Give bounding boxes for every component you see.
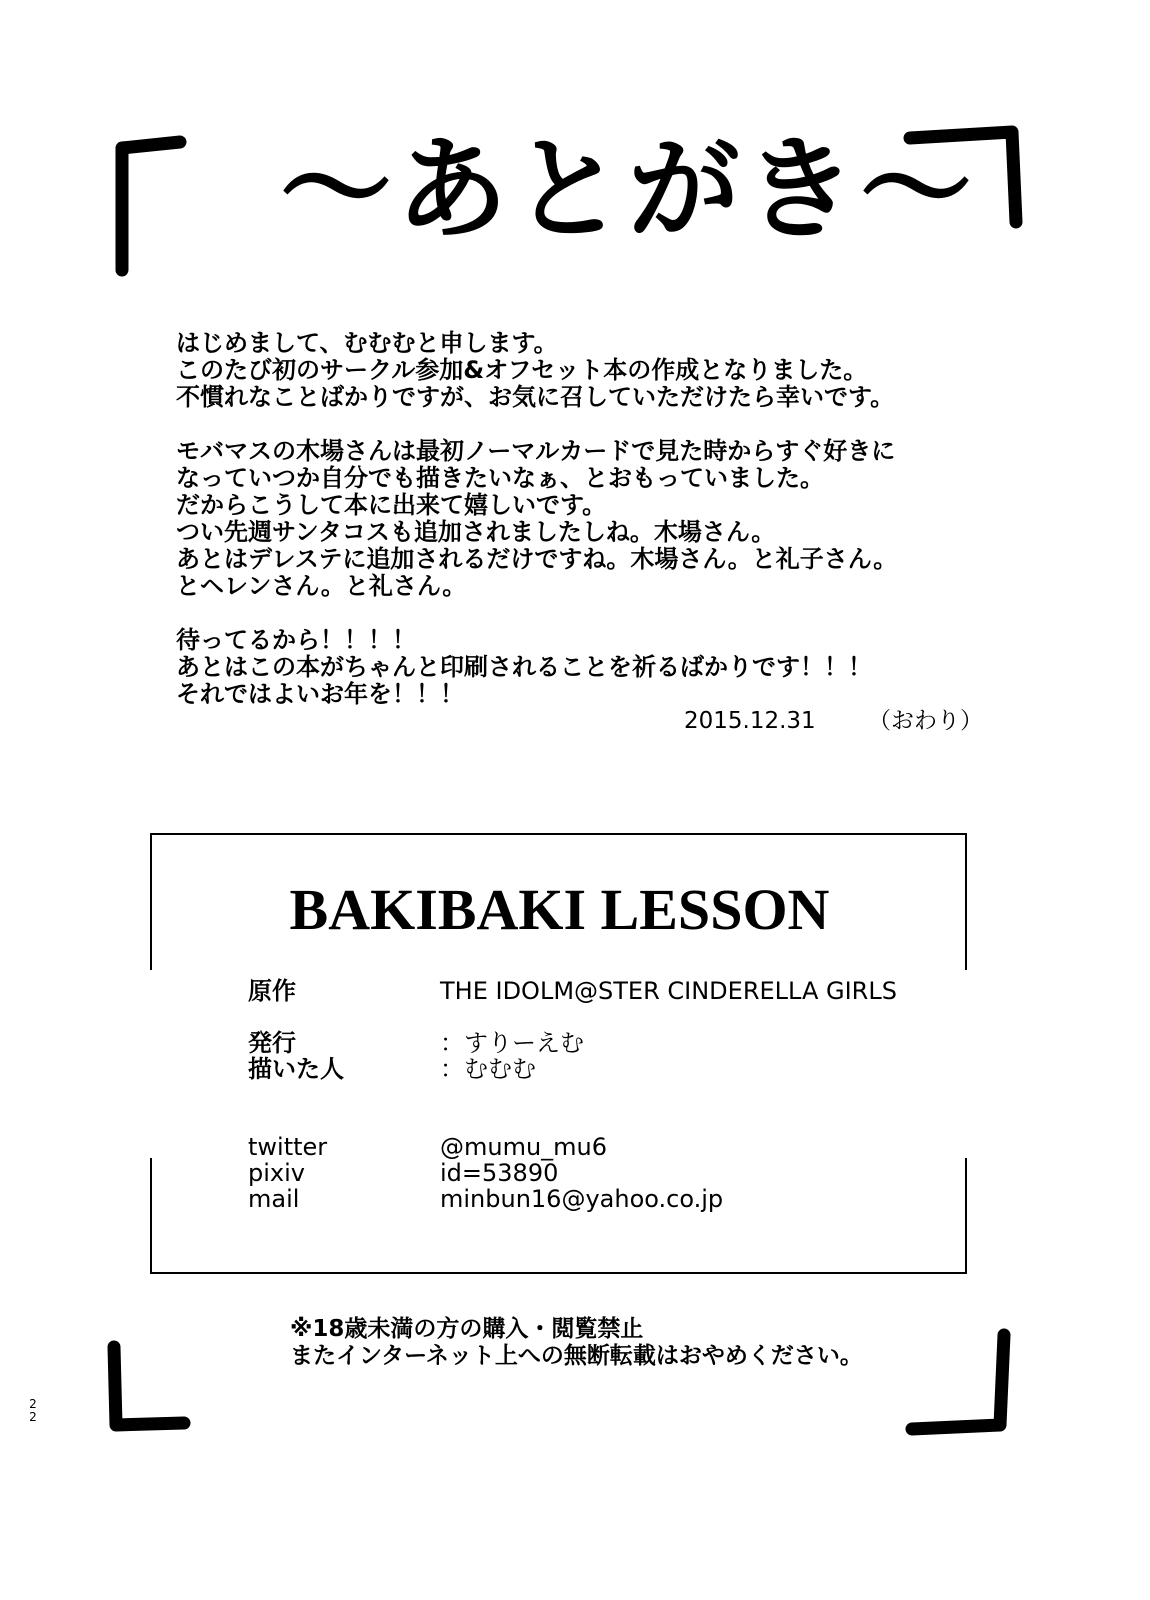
- publisher-value: ：すりーえむ: [440, 1029, 584, 1057]
- message-line: つい先週サンタコスも追加されましたしね。木場さん。: [176, 518, 776, 546]
- twitter-value: @mumu_mu6: [440, 1133, 608, 1161]
- publisher-label: 発行: [248, 1029, 296, 1057]
- message-line: はじめまして、むむむと申します。: [176, 329, 558, 357]
- message-line: モバマスの木場さんは最初ノーマルカードで見た時からすぐ好きに: [176, 437, 896, 465]
- afterword-message: [176, 330, 996, 708]
- page-number-digit: 2: [29, 1397, 37, 1411]
- message-line: 不慣れなことばかりですが、お気に召していただけたら幸いです。: [176, 383, 895, 411]
- book-title: BAKIBAKI LESSON: [289, 877, 830, 942]
- info-row-publisher: [248, 1030, 948, 1057]
- mail-value: minbun16@yahoo.co.jp: [440, 1185, 724, 1213]
- afterword-title-text: 〜あとがき〜: [280, 124, 976, 255]
- original-label: 原作: [248, 977, 296, 1005]
- info-row-mail: [248, 1186, 948, 1213]
- message-line: それではよいお年を！！！: [176, 680, 464, 708]
- message-line: 待ってるから！！！！: [176, 626, 416, 654]
- message-line: なっていつか自分でも描きたいなぁ、とおもっていました。: [176, 464, 824, 492]
- page-number-digit: 2: [29, 1410, 37, 1424]
- message-line: このたび初のサークル参加&オフセット本の作成となりました。: [176, 356, 868, 384]
- info-row-twitter: [248, 1134, 948, 1161]
- message-line: あとはデレステに追加されるだけですね。木場さん。と礼子さん。: [176, 545, 898, 573]
- notice-line: ※18歳未満の方の購入・閲覧禁止: [290, 1316, 644, 1342]
- info-row-pixiv: [248, 1160, 948, 1187]
- info-row-artist: [248, 1056, 948, 1083]
- notice-line: またインターネット上への無断転載はおやめください。: [290, 1343, 863, 1369]
- twitter-label: twitter: [248, 1133, 328, 1161]
- message-line: だからこうして本に出来て嬉しいです。: [176, 491, 607, 519]
- bottom-brackets: [100, 1325, 1030, 1445]
- afterword-title: [110, 90, 1040, 280]
- artist-value: ：むむむ: [440, 1055, 536, 1083]
- artist-label: 描いた人: [248, 1055, 344, 1083]
- message-line: とヘレンさん。と礼さん。: [176, 572, 467, 600]
- pixiv-value: id=53890: [440, 1159, 559, 1187]
- pixiv-label: pixiv: [248, 1159, 305, 1187]
- info-row-original: [248, 978, 948, 1005]
- page-number: [26, 1398, 40, 1424]
- original-value: THE IDOLM@STER CINDERELLA GIRLS: [440, 977, 897, 1005]
- afterword-end-note: （おわり）: [868, 708, 983, 734]
- afterword-date: 2015.12.31: [684, 708, 816, 734]
- mail-label: mail: [248, 1185, 300, 1213]
- message-line: あとはこの本がちゃんと印刷されることを祈るばかりです！！！: [176, 653, 872, 681]
